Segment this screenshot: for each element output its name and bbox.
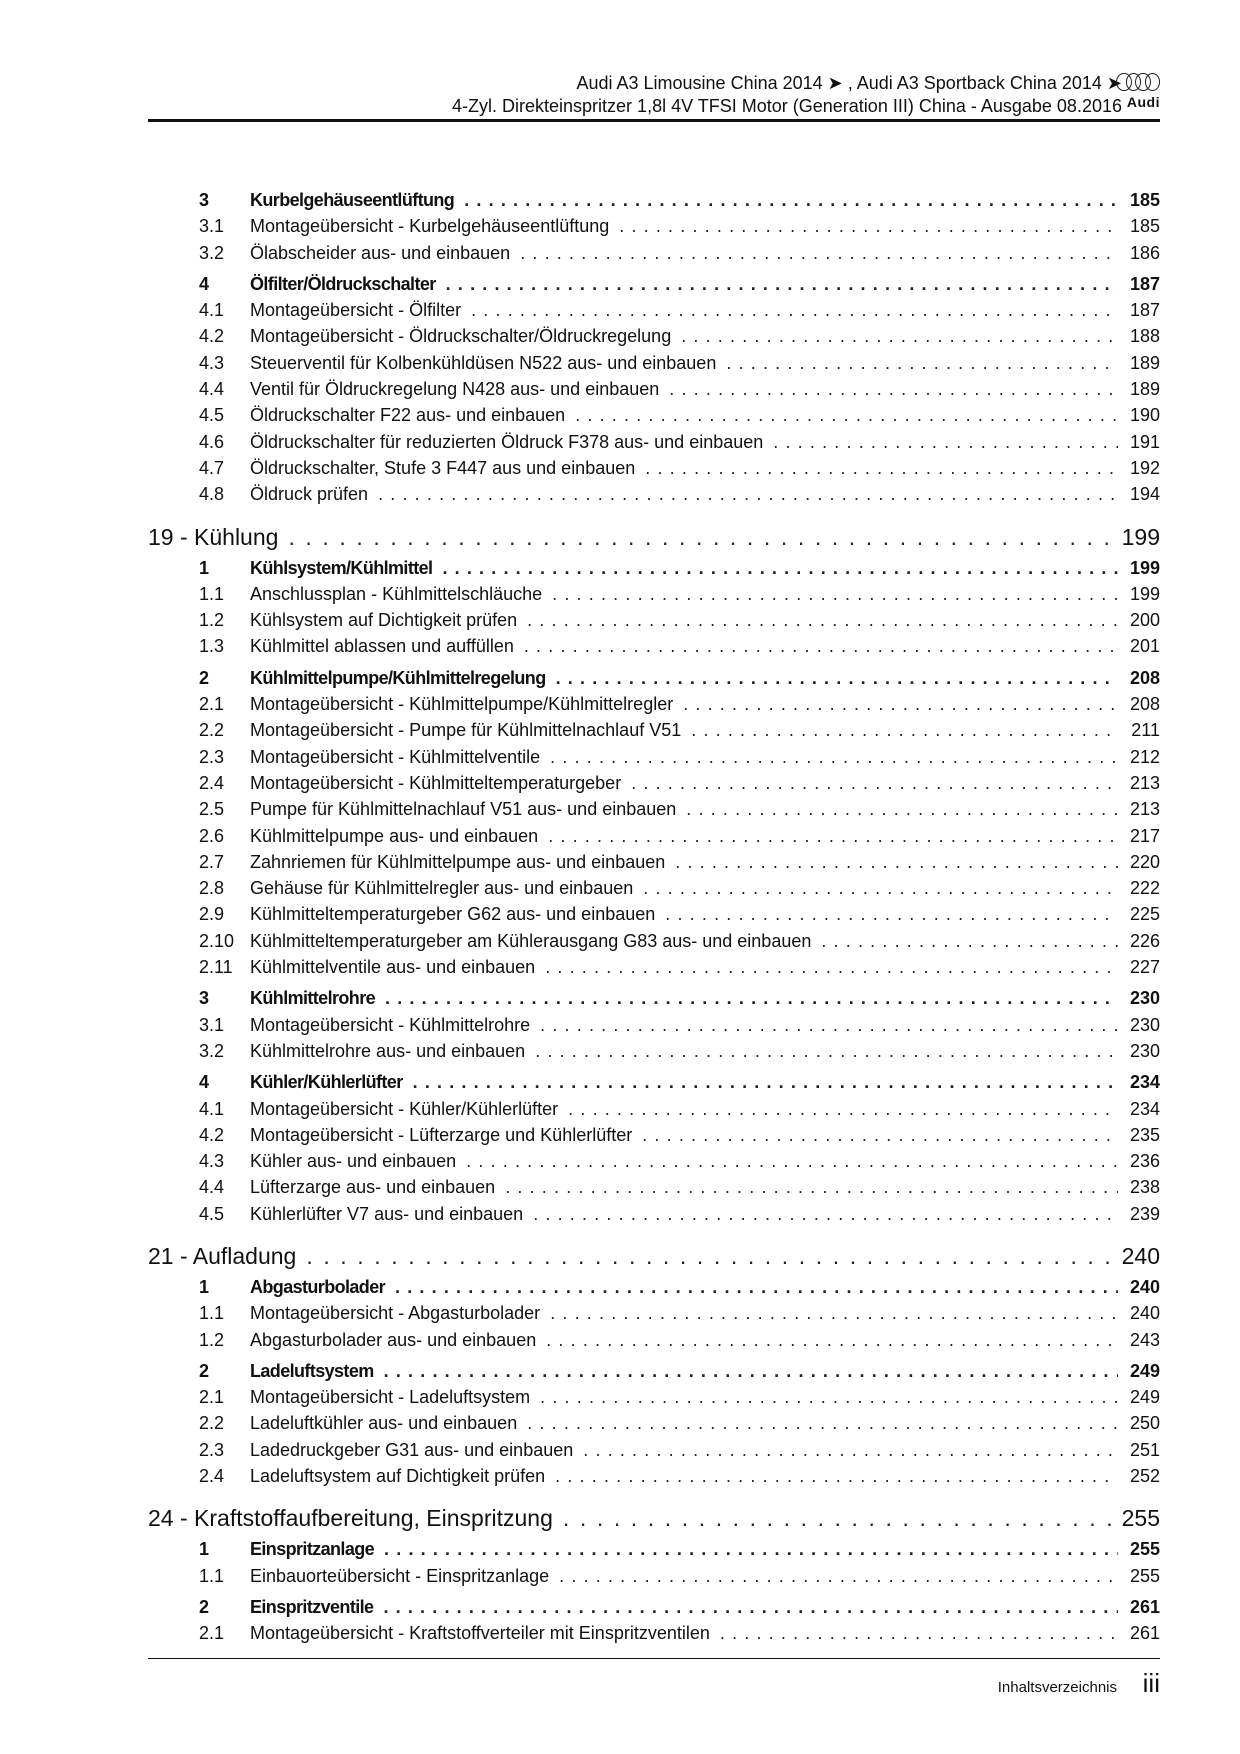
toc-item-entry[interactable] [148,323,1160,349]
entry-page: 194 [1129,484,1160,505]
leader-dots [675,849,1118,875]
entry-number: 2.6 [199,825,225,846]
entry-page: 199 [1121,523,1160,550]
entry-title: Lüfterzarge aus- und einbauen [250,1177,496,1198]
leader-dots [669,376,1118,402]
entry-page: 230 [1129,1014,1160,1035]
entry-number: 1 [199,1276,210,1297]
leader-dots [645,455,1118,481]
entry-number: 4 [199,273,210,294]
leader-dots [385,985,1118,1011]
entry-page: 234 [1129,1072,1160,1093]
leader-dots [446,271,1118,297]
entry-page: 255 [1129,1565,1160,1586]
entry-number: 1.1 [199,583,225,604]
entry-title: Öldruckschalter F22 aus- und einbauen [250,405,566,426]
leader-dots [527,607,1118,633]
entry-page: 243 [1129,1329,1160,1350]
entry-page: 187 [1129,300,1160,321]
entry-title: Montageübersicht - Kühlmittelventile [250,746,541,767]
entry-title: Einspritzanlage [250,1539,375,1560]
entry-page: 199 [1129,557,1160,578]
toc-item-entry[interactable] [148,717,1160,743]
leader-dots [773,429,1118,455]
entry-page: 211 [1131,720,1160,741]
leader-dots [619,213,1118,239]
leader-dots [524,633,1118,659]
entry-number: 1 [199,1539,210,1560]
leader-dots [520,240,1118,266]
entry-number: 1.2 [199,1329,225,1350]
leader-dots [442,555,1118,581]
entry-title: Einspritzventile [250,1596,374,1617]
entry-number: 2.7 [199,851,225,872]
leader-dots [563,1503,1116,1534]
toc-item-entry[interactable] [148,770,1160,796]
leader-dots [505,1174,1118,1200]
leader-dots [683,691,1118,717]
toc-item-entry[interactable] [148,1038,1160,1064]
leader-dots [384,1358,1118,1384]
entry-page: 199 [1129,583,1160,604]
entry-number: 3.1 [199,216,225,237]
entry-number: 2 [199,667,210,688]
entry-number: 2.2 [199,1413,225,1434]
entry-number: 2.3 [199,1439,225,1460]
leader-dots [384,1536,1118,1562]
leader-dots [383,1594,1118,1620]
entry-title: Öldruck prüfen [250,484,369,505]
leader-dots [720,1620,1118,1646]
entry-number: 4 [199,1072,210,1093]
leader-dots [464,187,1118,213]
toc-item-entry[interactable] [148,1463,1160,1489]
toc-item-entry[interactable] [148,928,1160,954]
entry-page: 201 [1129,636,1160,657]
entry-page: 255 [1129,1539,1160,1560]
toc-section-entry[interactable] [148,665,1160,691]
leader-dots [681,323,1118,349]
entry-number: 3.2 [199,242,225,263]
entry-title: Abgasturbolader aus- und einbauen [250,1329,537,1350]
entry-title: Montageübersicht - Kraftstoffverteiler mit Einspritzventilen [250,1623,710,1644]
entry-number: 4.2 [199,326,225,347]
entry-page: 238 [1129,1177,1160,1198]
entry-number: 2.10 [199,930,235,951]
entry-number: 3 [199,988,210,1009]
entry-number: 4.2 [199,1124,225,1145]
entry-page: 192 [1129,457,1160,478]
leader-dots [821,928,1118,954]
leader-dots [548,823,1118,849]
entry-title: Kühlmittelrohre aus- und einbauen [250,1040,526,1061]
entry-number: 1.2 [199,610,225,631]
toc-chapter-entry[interactable] [148,1241,1160,1272]
entry-number: 4.3 [199,352,225,373]
toc-item-entry[interactable] [148,744,1160,770]
entry-page: 227 [1129,957,1160,978]
entry-number: 4.7 [199,457,225,478]
toc-section-entry[interactable] [148,1358,1160,1384]
toc-item-entry[interactable] [148,1201,1160,1227]
entry-number: 4.5 [199,1203,225,1224]
leader-dots [535,1038,1118,1064]
toc-item-entry[interactable] [148,376,1160,402]
toc-item-entry[interactable] [148,1148,1160,1174]
leader-dots [691,717,1118,743]
entry-page: 240 [1129,1276,1160,1297]
entry-title: Kühlsystem auf Dichtigkeit prüfen [250,610,518,631]
entry-page: 250 [1129,1413,1160,1434]
toc-item-entry[interactable] [148,1410,1160,1436]
leader-dots [378,481,1118,507]
toc-item-entry[interactable] [148,1563,1160,1589]
entry-page: 255 [1121,1505,1160,1532]
entry-page: 249 [1129,1387,1160,1408]
toc-item-entry[interactable] [148,1012,1160,1038]
toc-item-entry[interactable] [148,455,1160,481]
entry-title: Öldruckschalter für reduzierten Öldruck F378 aus- und einbauen [250,431,764,452]
entry-title: Montageübersicht - Kühlmittelpumpe/Kühlmittelregler [250,694,674,715]
entry-title: Steuerventil für Kolbenkühldüsen N522 aus- und einbauen [250,352,717,373]
toc-item-entry[interactable] [148,213,1160,239]
toc-item-entry[interactable] [148,240,1160,266]
leader-dots [288,522,1115,553]
entry-title: Montageübersicht - Kurbelgehäuseentlüftung [250,216,610,237]
entry-number: 2.11 [199,957,233,978]
entry-number: 4.8 [199,484,225,505]
entry-title: Ladeluftsystem [250,1360,374,1381]
entry-title: Montageübersicht - Lüfterzarge und Kühlerlüfter [250,1124,633,1145]
toc-section-entry[interactable] [148,1069,1160,1095]
toc-item-entry[interactable] [148,350,1160,376]
entry-page: 230 [1129,988,1160,1009]
toc-item-entry[interactable] [148,1437,1160,1463]
leader-dots [665,901,1118,927]
entry-page: 191 [1129,431,1160,452]
entry-title: Kühlmittel ablassen und auffüllen [250,636,514,657]
entry-title: Ladeluftsystem auf Dichtigkeit prüfen [250,1466,546,1487]
entry-page: 185 [1129,190,1160,210]
entry-number: 4.1 [199,1098,225,1119]
entry-page: 185 [1129,216,1160,237]
entry-number: 2.4 [199,772,225,793]
entry-page: 226 [1129,930,1160,951]
leader-dots [583,1437,1118,1463]
entry-number: 2.8 [199,878,225,899]
entry-title: Kühlmittelpumpe aus- und einbauen [250,825,539,846]
entry-title: Kühler/Kühlerlüfter [250,1072,403,1093]
entry-page: 189 [1129,352,1160,373]
leader-dots [643,875,1118,901]
entry-title: Kühlmitteltemperaturgeber G62 aus- und einbauen [250,904,656,925]
entry-title: Montageübersicht - Pumpe für Kühlmittelnachlauf V51 [250,720,682,741]
entry-title: Montageübersicht - Kühler/Kühlerlüfter [250,1098,559,1119]
toc-item-entry[interactable] [148,691,1160,717]
entry-page: 251 [1129,1439,1160,1460]
toc-item-entry[interactable] [148,1096,1160,1122]
entry-page: 239 [1129,1203,1160,1224]
header-divider [148,119,1160,122]
entry-page: 200 [1129,610,1160,631]
toc-section-entry[interactable] [148,187,1160,213]
entry-number: 2.2 [199,720,225,741]
leader-dots [552,581,1118,607]
leader-dots [726,350,1118,376]
toc-item-entry[interactable] [148,607,1160,633]
entry-page: 236 [1129,1151,1160,1172]
entry-title: Einbauorteübersicht - Einspritzanlage [250,1565,550,1586]
entry-number: 2.3 [199,746,225,767]
footer-divider [148,1658,1160,1659]
leader-dots [550,1300,1118,1326]
toc-item-entry[interactable] [148,402,1160,428]
entry-number: 2.9 [199,904,225,925]
entry-title: Kühlerlüfter V7 aus- und einbauen [250,1203,524,1224]
leader-dots [466,1148,1118,1174]
entry-title: Montageübersicht - Öldruckschalter/Öldruckregelung [250,326,672,347]
entry-number: 1.1 [199,1303,225,1324]
entry-title: Kurbelgehäuseentlüftung [250,190,455,210]
leader-dots [568,1096,1118,1122]
audi-rings-icon [1116,73,1160,91]
toc-section-entry[interactable] [148,555,1160,581]
entry-page: 225 [1129,904,1160,925]
toc-section-entry[interactable] [148,1274,1160,1300]
entry-number: 4.4 [199,1177,225,1198]
toc-item-entry[interactable] [148,1174,1160,1200]
entry-number: 2.5 [199,799,225,820]
audi-logo [1116,73,1160,117]
entry-title: Ladeluftkühler aus- und einbauen [250,1413,518,1434]
toc-item-entry[interactable] [148,849,1160,875]
entry-page: 252 [1129,1466,1160,1487]
toc-item-entry[interactable] [148,796,1160,822]
entry-number: 2.1 [199,1387,225,1408]
entry-title: Montageübersicht - Kühlmittelrohre [250,1014,531,1035]
leader-dots [540,1384,1118,1410]
leader-dots [559,1563,1118,1589]
entry-page: 187 [1129,273,1160,294]
toc-section-entry[interactable] [148,1594,1160,1620]
toc-item-entry[interactable] [148,1122,1160,1148]
entry-number: 3.2 [199,1040,225,1061]
leader-dots [550,744,1118,770]
entry-page: 217 [1129,825,1160,846]
entry-page: 208 [1129,694,1160,715]
toc-item-entry[interactable] [148,297,1160,323]
footer-section-label: Inhaltsverzeichnis [997,1679,1117,1696]
leader-dots [555,1463,1118,1489]
toc-chapter-entry[interactable] [148,1503,1160,1534]
leader-dots [545,954,1118,980]
entry-title: 24 - Kraftstoffaufbereitung, Einspritzung [148,1505,553,1532]
entry-title: Montageübersicht - Ladeluftsystem [250,1387,531,1408]
entry-title: Gehäuse für Kühlmittelregler aus- und einbauen [250,878,634,899]
leader-dots [686,796,1118,822]
entry-page: 208 [1129,667,1160,688]
leader-dots [306,1241,1115,1272]
entry-page: 261 [1129,1596,1160,1617]
leader-dots [471,297,1118,323]
entry-title: Öldruckschalter, Stufe 3 F447 aus und einbauen [250,457,636,478]
leader-dots [642,1122,1118,1148]
entry-title: Ventil für Öldruckregelung N428 aus- und einbauen [250,379,660,400]
toc-chapter-entry[interactable] [148,522,1160,553]
entry-page: 230 [1129,1040,1160,1061]
toc-item-entry[interactable] [148,1384,1160,1410]
entry-title: Ölfilter/Öldruckschalter [250,273,436,294]
entry-number: 2 [199,1360,210,1381]
toc-item-entry[interactable] [148,875,1160,901]
leader-dots [575,402,1118,428]
entry-title: Kühler aus- und einbauen [250,1151,457,1172]
entry-title: Zahnriemen für Kühlmittelpumpe aus- und einbauen [250,851,666,872]
entry-page: 213 [1129,772,1160,793]
entry-number: 1.1 [199,1565,225,1586]
entry-page: 189 [1129,379,1160,400]
toc-item-entry[interactable] [148,481,1160,507]
entry-number: 3 [199,190,210,210]
entry-page: 249 [1129,1360,1160,1381]
toc-item-entry[interactable] [148,823,1160,849]
entry-title: Montageübersicht - Ölfilter [250,300,462,321]
toc-item-entry[interactable] [148,429,1160,455]
header-engine-line: 4-Zyl. Direkteinspritzer 1,8l 4V TFSI Motor (Generation III) China - Ausgabe 08.2016 [452,96,1122,116]
entry-number: 4.5 [199,405,225,426]
entry-page: 222 [1129,878,1160,899]
table-of-contents [148,182,1160,1647]
entry-title: Ladedruckgeber G31 aus- und einbauen [250,1439,574,1460]
entry-number: 3.1 [199,1014,225,1035]
entry-page: 212 [1129,746,1160,767]
toc-item-entry[interactable] [148,901,1160,927]
toc-item-entry[interactable] [148,1620,1160,1646]
entry-number: 2.1 [199,1623,225,1644]
entry-title: Pumpe für Kühlmittelnachlauf V51 aus- und einbauen [250,799,677,820]
entry-title: Kühlsystem/Kühlmittel [250,557,433,578]
toc-section-entry[interactable] [148,985,1160,1011]
leader-dots [546,1327,1118,1353]
entry-title: 21 - Aufladung [148,1242,297,1269]
entry-title: Kühlmittelventile aus- und einbauen [250,957,536,978]
entry-number: 2.1 [199,694,225,715]
entry-title: Ölabscheider aus- und einbauen [250,242,511,263]
toc-item-entry[interactable] [148,1300,1160,1326]
entry-page: 213 [1129,799,1160,820]
leader-dots [395,1274,1118,1300]
entry-title: Montageübersicht - Kühlmitteltemperaturgeber [250,772,622,793]
logo-wordmark: Audi [1126,94,1160,110]
leader-dots [540,1012,1118,1038]
entry-page: 190 [1129,405,1160,426]
leader-dots [533,1201,1118,1227]
leader-dots [413,1069,1118,1095]
entry-title: 19 - Kühlung [148,523,279,550]
entry-number: 2 [199,1596,210,1617]
entry-page: 186 [1129,242,1160,263]
footer-page-number: iii [1142,1668,1160,1698]
entry-title: Kühlmittelpumpe/Kühlmittelregelung [250,667,546,688]
toc-section-entry[interactable] [148,271,1160,297]
entry-page: 220 [1129,851,1160,872]
entry-number: 4.3 [199,1151,225,1172]
entry-number: 4.6 [199,431,225,452]
toc-item-entry[interactable] [148,581,1160,607]
toc-item-entry[interactable] [148,1327,1160,1353]
entry-number: 4.4 [199,379,225,400]
entry-page: 261 [1129,1623,1160,1644]
toc-section-entry[interactable] [148,1536,1160,1562]
entry-title: Anschlussplan - Kühlmittelschläuche [250,583,543,604]
toc-item-entry[interactable] [148,633,1160,659]
entry-title: Abgasturbolader [250,1276,386,1297]
leader-dots [527,1410,1118,1436]
entry-page: 234 [1129,1098,1160,1119]
leader-dots [556,665,1118,691]
entry-number: 2.4 [199,1466,225,1487]
entry-title: Kühlmittelrohre [250,988,376,1009]
entry-title: Kühlmitteltemperaturgeber am Kühlerausgang G83 aus- und einbauen [250,930,812,951]
entry-title: Montageübersicht - Abgasturbolader [250,1303,541,1324]
entry-page: 235 [1129,1124,1160,1145]
entry-page: 240 [1121,1242,1160,1269]
leader-dots [631,770,1118,796]
entry-number: 4.1 [199,300,225,321]
header-vehicle-line: Audi A3 Limousine China 2014 ➤ , Audi A3 Sportback China 2014 ➤ [576,73,1122,93]
toc-item-entry[interactable] [148,954,1160,980]
entry-page: 240 [1129,1303,1160,1324]
entry-page: 188 [1129,326,1160,347]
entry-number: 1 [199,557,210,578]
entry-number: 1.3 [199,636,225,657]
